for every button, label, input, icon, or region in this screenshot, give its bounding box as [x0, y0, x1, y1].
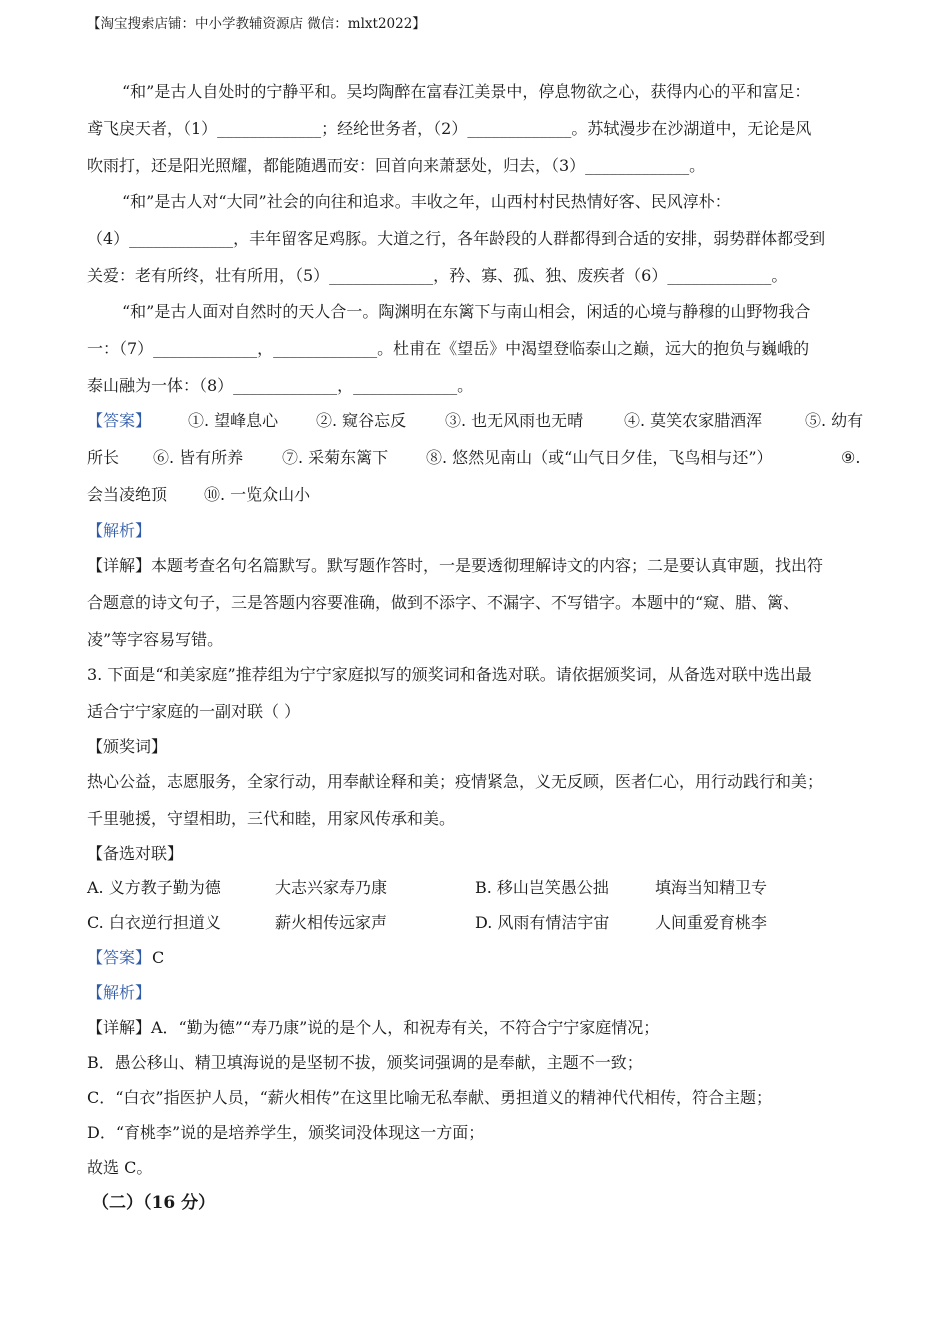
option-a: A. 义方教子勤为德 [87, 878, 221, 897]
answer-tag: 【答案】 [87, 948, 152, 967]
question-stem: 适合宁宁家庭的一副对联（ ） [87, 702, 301, 721]
answer-item: 所长 [87, 448, 120, 467]
detail-line: B．愚公移山、精卫填海说的是坚韧不拔，颁奖词强调的是奉献，主题不一致； [87, 1053, 643, 1072]
passage-line: 关爱：老有所终，壮有所用，（5）_____________，矜、寡、孤、独、废疾者（6）_____________。 [87, 266, 788, 285]
award-text: 千里驰援，守望相助，三代和睦，用家风传承和美。 [87, 809, 456, 828]
answer-item: ④. 莫笑农家腊酒浑 [624, 411, 763, 430]
section-heading: （二）（16 分） [92, 1193, 216, 1213]
answer-item: 会当凌绝顶 [87, 485, 168, 504]
answer-item: ⑨. [841, 448, 861, 467]
option-b: 填海当知精卫专 [655, 878, 768, 897]
answer-item: ⑦. 采菊东篱下 [282, 448, 389, 467]
passage-line: 鸢飞戾天者，（1）_____________；经纶世务者，（2）_____________。苏轼漫步在沙湖道中，无论是风 [87, 119, 812, 138]
answer-item: ⑩. 一览众山小 [204, 485, 311, 504]
answer-tag: 【答案】 [87, 411, 152, 430]
detail-line: 【详解】A．“勤为德”“寿乃康”说的是个人，和祝寿有关，不符合宁宁家庭情况； [87, 1018, 660, 1037]
passage-line: （4）_____________，丰年留客足鸡豚。大道之行，各年龄段的人群都得到合适的安排，弱势群体都受到 [87, 229, 826, 248]
option-c: 薪火相传远家声 [275, 913, 388, 932]
answer-item: ⑥. 皆有所养 [153, 448, 244, 467]
header-banner: 【淘宝搜索店铺：中小学教辅资源店 微信：mlxt2022】 [87, 16, 426, 32]
passage-line: “和”是古人自处时的宁静平和。吴均陶醉在富春江美景中，停息物欲之心，获得内心的平和富足： [122, 82, 811, 101]
option-c: C. 白衣逆行担道义 [87, 913, 221, 932]
answer-item: ⑧. 悠然见南山（或“山气日夕佳，飞鸟相与还”） [426, 448, 773, 467]
passage-line: “和”是古人面对自然时的天人合一。陶渊明在东篱下与南山相会，闲适的心境与静穆的山野物我合 [122, 302, 811, 321]
answer-value: C [152, 948, 165, 967]
award-tag: 【颁奖词】 [87, 737, 168, 756]
passage-line: 吹雨打，还是阳光照耀，都能随遇而安：回首向来萧瑟处，归去，（3）_____________。 [87, 156, 706, 175]
passage-line: 泰山融为一体：（8）_____________，_____________。 [87, 376, 474, 395]
answer-item: ⑤. 幼有 [805, 411, 864, 430]
detail-line: D．“育桃李”说的是培养学生，颁奖词没体现这一方面； [87, 1123, 485, 1142]
detail-line: 【详解】本题考查名句名篇默写。默写题作答时，一是要透彻理解诗文的内容；二是要认真审题，找出符 [87, 556, 824, 575]
award-text: 热心公益，志愿服务，全家行动，用奉献诠释和美；疫情紧急，义无反顾，医者仁心，用行动践行和美； [87, 772, 824, 791]
detail-line: 合题意的诗文句子，三是答题内容要准确，做到不添字、不漏字、不写错字。本题中的“窥、腊、篱、 [87, 593, 800, 612]
detail-line: C．“白衣”指医护人员，“薪火相传”在这里比喻无私奉献、勇担道义的精神代代相传，符合主题； [87, 1088, 772, 1107]
couplet-tag: 【备选对联】 [87, 844, 184, 863]
detail-line: 凌”等字容易写错。 [87, 630, 224, 649]
conclusion: 故选 C。 [87, 1158, 153, 1177]
option-d: 人间重爱育桃李 [655, 913, 768, 932]
analysis-tag: 【解析】 [87, 521, 152, 540]
option-b: B. 移山岂笑愚公拙 [475, 878, 609, 897]
passage-line: 一：（7）_____________，_____________。杜甫在《望岳》中渴望登临泰山之巅，远大的抱负与巍峨的 [87, 339, 810, 358]
option-a: 大志兴家寿乃康 [275, 878, 388, 897]
question-stem: 3. 下面是“和美家庭”推荐组为宁宁家庭拟写的颁奖词和备选对联。请依据颁奖词，从备选对联中选出最 [87, 665, 812, 684]
answer-item: ③. 也无风雨也无晴 [445, 411, 584, 430]
passage-line: “和”是古人对“大同”社会的向往和追求。丰收之年，山西村村民热情好客、民风淳朴： [122, 192, 731, 211]
analysis-tag: 【解析】 [87, 983, 152, 1002]
option-d: D. 风雨有情洁宇宙 [475, 913, 610, 932]
answer-item: ②. 窥谷忘反 [316, 411, 407, 430]
answer-item: ①. 望峰息心 [188, 411, 279, 430]
